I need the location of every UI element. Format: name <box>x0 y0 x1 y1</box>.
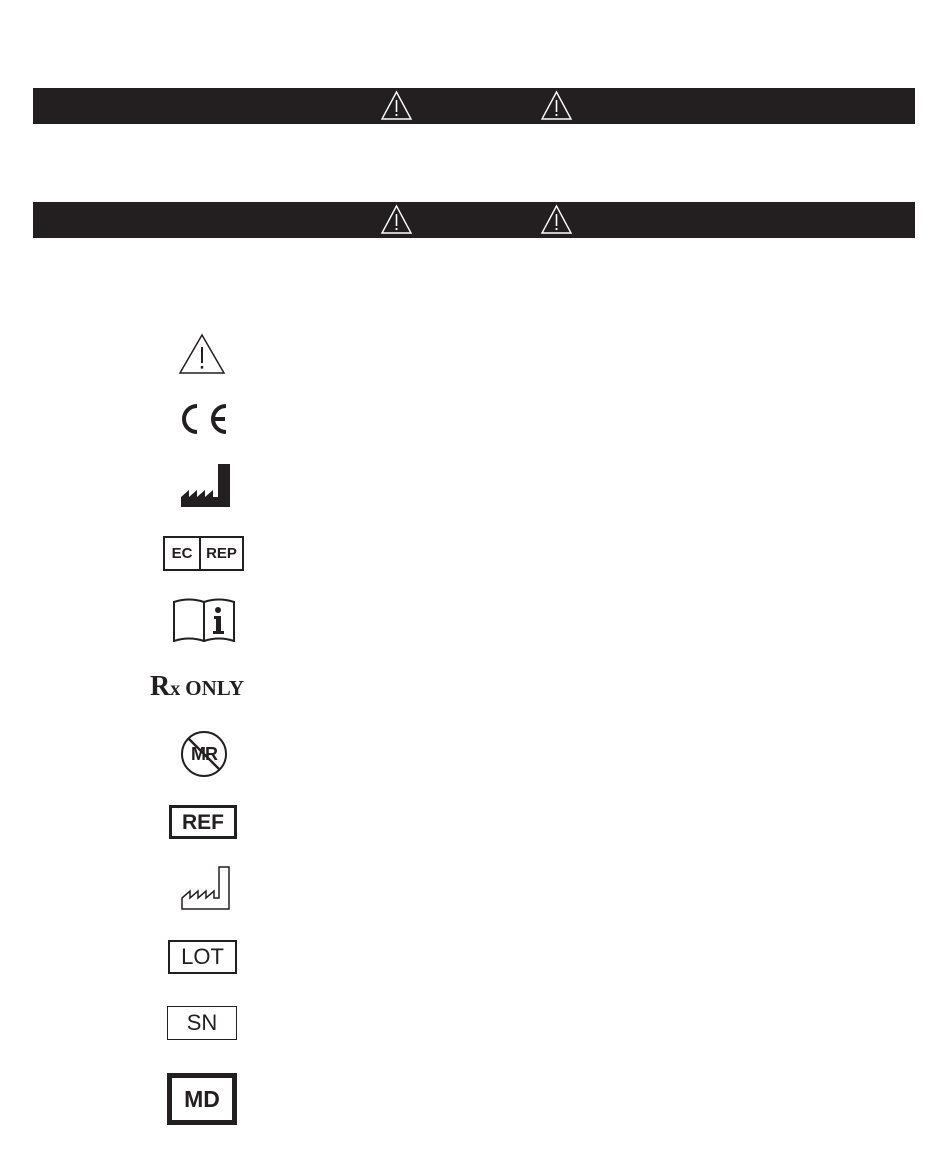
ec-rep-right-label: REP <box>206 545 237 562</box>
rx-x-label: x <box>170 678 181 700</box>
warning-band-1 <box>33 88 915 124</box>
rx-r-label: R <box>150 671 171 702</box>
consult-instructions-icon <box>172 596 236 642</box>
warning-triangle-icon <box>380 89 413 122</box>
rx-only-symbol <box>150 671 244 703</box>
warning-triangle-icon <box>178 333 226 375</box>
warning-triangle-icon <box>380 203 413 236</box>
mr-label: MR <box>191 743 217 764</box>
lot-symbol: LOT <box>168 940 237 974</box>
warning-triangle-icon <box>540 203 573 236</box>
warning-band-2 <box>33 202 915 238</box>
ref-symbol: REF <box>169 805 237 839</box>
warning-triangle-icon <box>540 89 573 122</box>
ce-mark-icon <box>173 402 229 436</box>
ec-rep-symbol <box>163 536 244 571</box>
ec-rep-left-label: EC <box>165 538 201 569</box>
manufacturer-filled-icon <box>181 463 231 508</box>
manufacture-date-outline-icon <box>181 866 231 910</box>
sn-symbol: SN <box>167 1006 237 1040</box>
rx-only-label: ONLY <box>185 676 244 700</box>
md-symbol: MD <box>167 1073 237 1125</box>
mr-unsafe-symbol <box>180 730 228 778</box>
